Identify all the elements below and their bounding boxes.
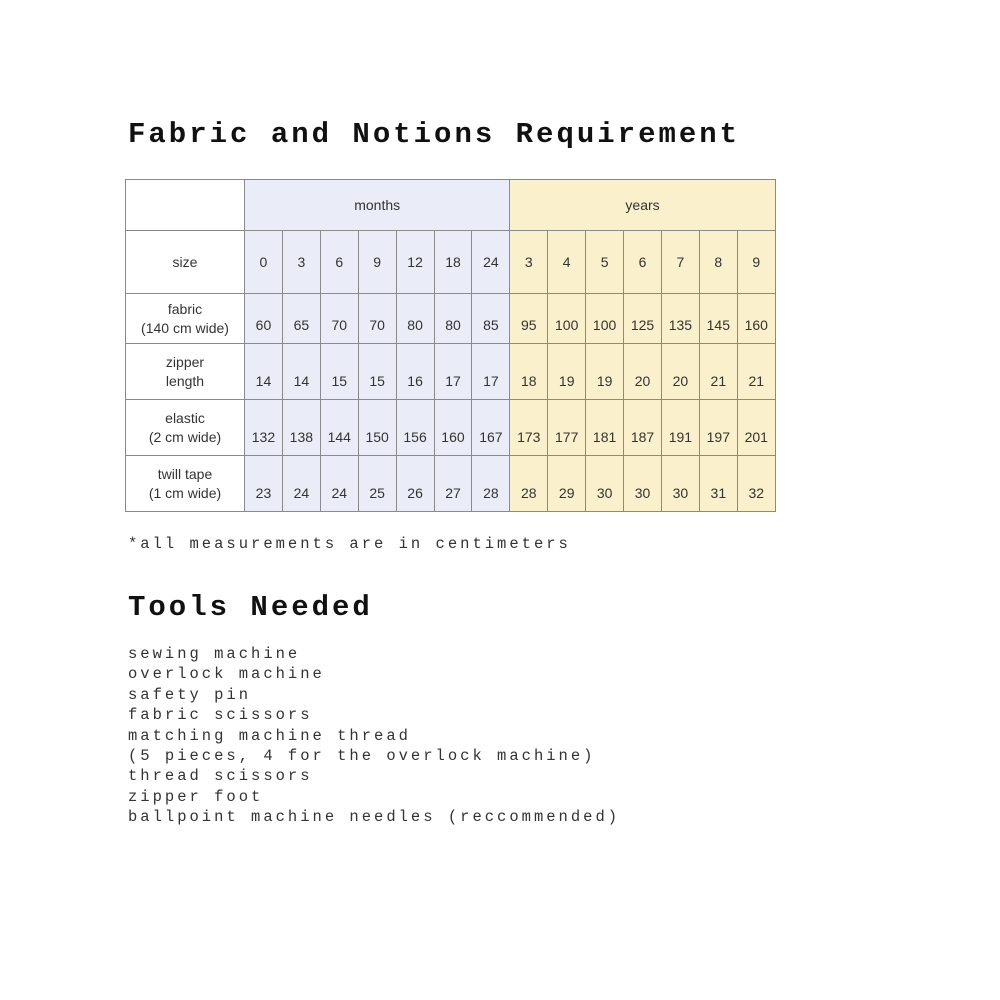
value-cell: 173 [510, 400, 548, 456]
value-cell: 60 [245, 294, 283, 344]
group-header-row [126, 180, 776, 231]
value-cell: 20 [661, 344, 699, 400]
value-cell: 19 [548, 344, 586, 400]
size-cell: 5 [586, 231, 624, 294]
size-cell: 24 [472, 231, 510, 294]
size-cell: 0 [245, 231, 283, 294]
value-cell: 132 [245, 400, 283, 456]
value-cell: 70 [358, 294, 396, 344]
value-cell: 85 [472, 294, 510, 344]
tool-item: overlock machine [128, 665, 325, 684]
value-cell: 30 [586, 456, 624, 512]
value-cell: 167 [472, 400, 510, 456]
tool-item: fabric scissors [128, 706, 313, 725]
row-label [126, 456, 245, 512]
size-cell: 3 [510, 231, 548, 294]
tool-item: matching machine thread [128, 726, 411, 745]
value-cell: 177 [548, 400, 586, 456]
tool-item: zipper foot [128, 787, 264, 806]
row-label-line: fabric [167, 300, 203, 317]
size-cell: 9 [358, 231, 396, 294]
value-cell: 30 [624, 456, 662, 512]
value-cell: 25 [358, 456, 396, 512]
size-cell: 6 [320, 231, 358, 294]
value-cell: 14 [282, 344, 320, 400]
tool-item: (5 pieces, 4 for the overlock machine) [128, 747, 596, 766]
value-cell: 16 [396, 344, 434, 400]
tool-item: ballpoint machine needles (reccommended) [128, 808, 621, 827]
table-row [126, 456, 776, 512]
value-cell: 21 [699, 344, 737, 400]
value-cell: 201 [737, 400, 775, 456]
value-cell: 29 [548, 456, 586, 512]
size-cell: 12 [396, 231, 434, 294]
value-cell: 144 [320, 400, 358, 456]
value-cell: 30 [661, 456, 699, 512]
corner-cell [126, 180, 245, 231]
requirements-table [125, 179, 776, 512]
value-cell: 125 [624, 294, 662, 344]
row-label-line: (2 cm wide) [148, 428, 222, 445]
row-label-line: (140 cm wide) [141, 319, 229, 336]
value-cell: 197 [699, 400, 737, 456]
size-cell: 6 [624, 231, 662, 294]
value-cell: 21 [737, 344, 775, 400]
value-cell: 18 [510, 344, 548, 400]
value-cell: 95 [510, 294, 548, 344]
value-cell: 15 [320, 344, 358, 400]
value-cell: 28 [472, 456, 510, 512]
value-cell: 28 [510, 456, 548, 512]
row-label-line: zipper [165, 353, 205, 370]
size-cell: 7 [661, 231, 699, 294]
value-cell: 100 [586, 294, 624, 344]
size-cell: 9 [737, 231, 775, 294]
value-cell: 19 [586, 344, 624, 400]
size-cell: 3 [282, 231, 320, 294]
value-cell: 160 [434, 400, 472, 456]
value-cell: 80 [396, 294, 434, 344]
value-cell: 17 [472, 344, 510, 400]
value-cell: 14 [245, 344, 283, 400]
value-cell: 135 [661, 294, 699, 344]
size-cell: 18 [434, 231, 472, 294]
value-cell: 100 [548, 294, 586, 344]
value-cell: 15 [358, 344, 396, 400]
row-label [126, 400, 245, 456]
value-cell: 65 [282, 294, 320, 344]
value-cell: 150 [358, 400, 396, 456]
row-label-line: (1 cm wide) [148, 484, 222, 501]
value-cell: 160 [737, 294, 775, 344]
table-row [126, 344, 776, 400]
value-cell: 32 [737, 456, 775, 512]
measurement-note: *all measurements are in centimeters [128, 535, 571, 553]
size-cell: 4 [548, 231, 586, 294]
months-group-header: months [245, 180, 510, 231]
value-cell: 145 [699, 294, 737, 344]
tool-item: safety pin [128, 685, 252, 704]
value-cell: 31 [699, 456, 737, 512]
page-title: Fabric and Notions Requirement [128, 118, 741, 151]
value-cell: 70 [320, 294, 358, 344]
size-row [126, 231, 776, 294]
value-cell: 23 [245, 456, 283, 512]
table-row [126, 294, 776, 344]
size-cell: 8 [699, 231, 737, 294]
size-label: size [126, 231, 245, 294]
tools-list [128, 644, 620, 828]
value-cell: 24 [320, 456, 358, 512]
tool-item: thread scissors [128, 767, 313, 786]
value-cell: 191 [661, 400, 699, 456]
tools-title: Tools Needed [128, 591, 373, 624]
value-cell: 17 [434, 344, 472, 400]
table-row [126, 400, 776, 456]
value-cell: 80 [434, 294, 472, 344]
value-cell: 138 [282, 400, 320, 456]
row-label [126, 344, 245, 400]
row-label [126, 294, 245, 344]
value-cell: 20 [624, 344, 662, 400]
row-label-line: length [165, 372, 205, 389]
value-cell: 24 [282, 456, 320, 512]
value-cell: 187 [624, 400, 662, 456]
value-cell: 156 [396, 400, 434, 456]
value-cell: 181 [586, 400, 624, 456]
row-label-line: elastic [165, 409, 205, 426]
row-label-line: twill tape [157, 465, 213, 482]
value-cell: 26 [396, 456, 434, 512]
years-group-header: years [510, 180, 775, 231]
value-cell: 27 [434, 456, 472, 512]
tool-item: sewing machine [128, 645, 301, 663]
